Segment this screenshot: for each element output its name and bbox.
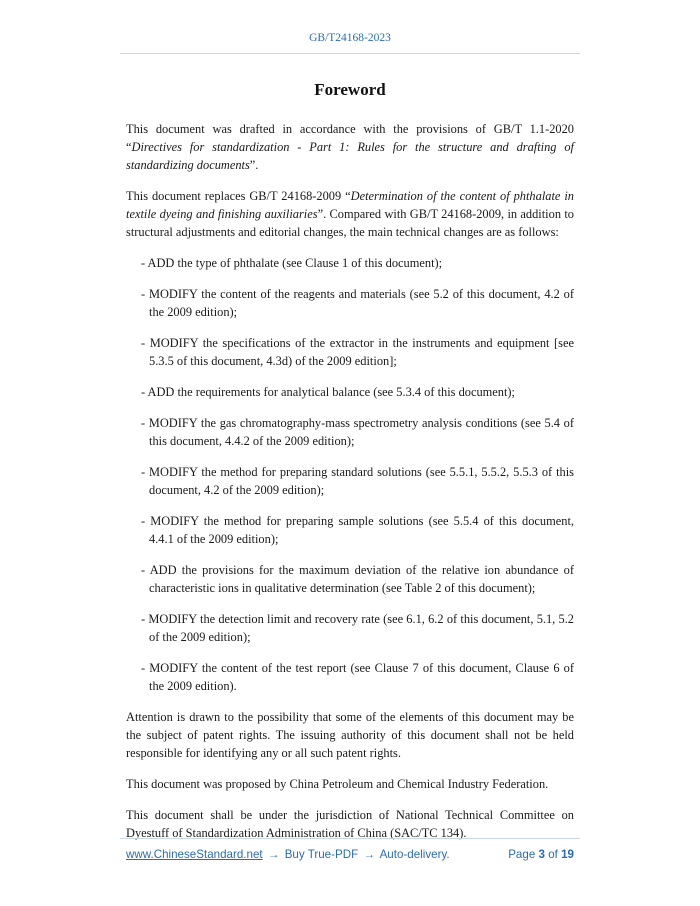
list-item: - ADD the requirements for analytical balance (see 5.3.4 of this document);: [141, 385, 515, 399]
page-title: Foreword: [314, 80, 386, 99]
buy-pdf-text: Buy True-PDF: [284, 848, 359, 861]
page-current: 3: [538, 848, 545, 861]
paragraph-patent-notice: Attention is drawn to the possibility that some of the elements of this document may be the subject of patent rights. The issuing authority of this document shall not be held responsible for identifying any or all such patent rights.: [126, 710, 574, 760]
paragraph-drafting-citation: Directives for standardization - Part 1: Rules for the structure and drafting of standardizing documents: [126, 140, 574, 172]
paragraph-drafting: [126, 120, 574, 174]
header-divider: [120, 53, 580, 54]
page-word: Page: [508, 848, 536, 861]
arrow-right-icon: →: [363, 848, 375, 861]
list-item: - MODIFY the specifications of the extractor in the instruments and equipment [see 5.3.5 of this document, 4.3d) of the 2009 edition];: [141, 336, 574, 368]
auto-delivery-text: Auto-delivery.: [379, 848, 450, 861]
list-item: - MODIFY the content of the test report (see Clause 7 of this document, Clause 6 of the 2009 edition).: [141, 661, 574, 693]
paragraph-replaces: [126, 187, 574, 241]
paragraph-replaces-end: ”. Compared with GB/T 24168-2009, in addition to structural adjustments and editorial changes, the main technical changes are as follows:: [126, 207, 574, 239]
list-item: - MODIFY the method for preparing standard solutions (see 5.5.1, 5.5.2, 5.5.3 of this document, 4.2 of the 2009 edition);: [141, 465, 574, 497]
page-total: 19: [561, 848, 574, 861]
page-footer: [126, 848, 574, 861]
paragraph-jurisdiction: This document shall be under the jurisdiction of National Technical Committee on Dyestuff of Standardization Administration of China (SAC/TC 134).: [126, 808, 574, 840]
list-item: - MODIFY the method for preparing sample solutions (see 5.5.4 of this document, 4.4.1 of the 2009 edition);: [141, 514, 574, 546]
footer-divider: [120, 838, 580, 839]
standard-code-header: GB/T24168-2023: [309, 32, 391, 44]
paragraph-replaces-citation: Determination of the content of phthalate in textile dyeing and finishing auxiliaries: [126, 189, 574, 221]
paragraph-drafting-text: This document was drafted in accordance with the provisions of GB/T 1.1-2020 “: [126, 122, 574, 154]
arrow-right-icon: →: [267, 848, 280, 861]
website-link[interactable]: www.ChineseStandard.net: [126, 848, 263, 861]
paragraph-drafting-end: ”.: [249, 158, 259, 172]
list-item: - MODIFY the gas chromatography-mass spectrometry analysis conditions (see 5.4 of this document, 4.4.2 of the 2009 edition);: [141, 416, 574, 448]
document-body: [126, 120, 574, 855]
paragraph-proposed-by: This document was proposed by China Petroleum and Chemical Industry Federation.: [126, 777, 549, 791]
list-item: - ADD the provisions for the maximum deviation of the relative ion abundance of characteristic ions in qualitative determination (see Table 2 of this document);: [141, 563, 574, 595]
list-item: - ADD the type of phthalate (see Clause 1 of this document);: [141, 256, 443, 270]
page-number: [508, 848, 574, 861]
paragraph-replaces-text: This document replaces GB/T 24168-2009 “: [126, 189, 351, 203]
footer-promo: [126, 848, 450, 861]
of-word: of: [548, 848, 558, 861]
list-item: - MODIFY the detection limit and recovery rate (see 6.1, 6.2 of this document, 5.1, 5.2 of the 2009 edition);: [141, 612, 574, 644]
list-item: - MODIFY the content of the reagents and materials (see 5.2 of this document, 4.2 of the 2009 edition);: [141, 287, 574, 319]
